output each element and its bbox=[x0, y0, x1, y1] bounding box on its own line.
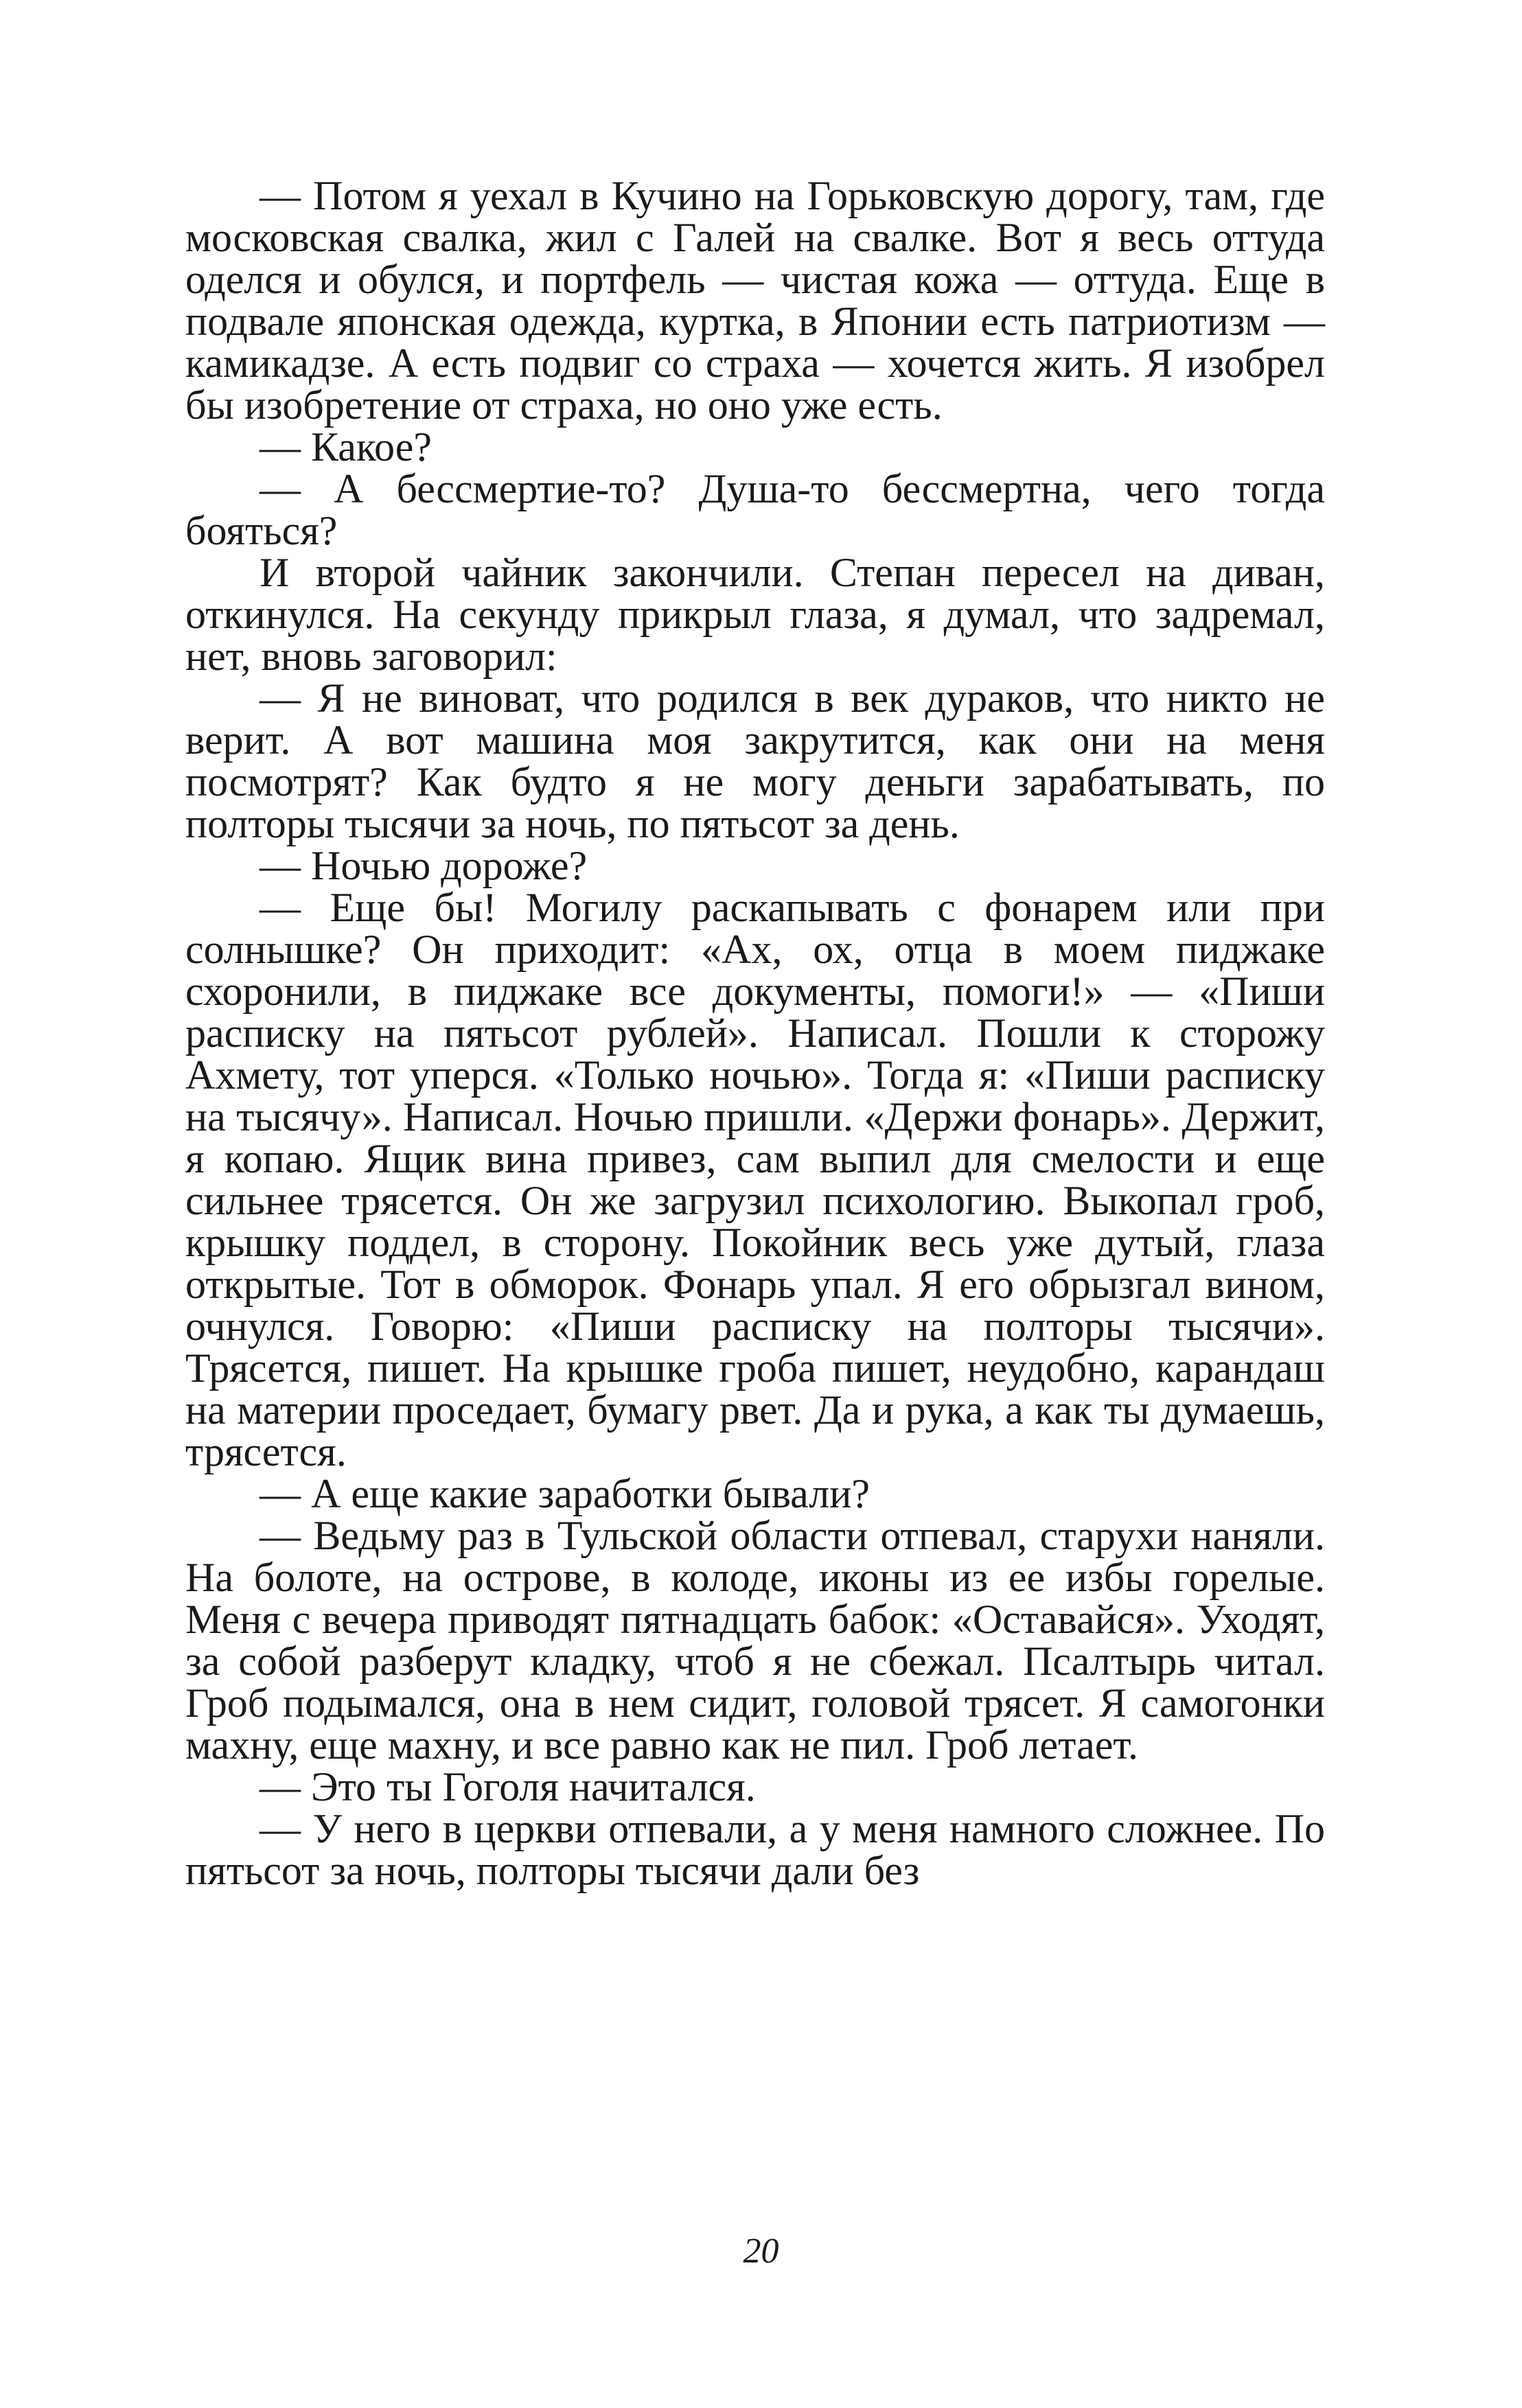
paragraph-6: — Ночью дороже? bbox=[260, 843, 588, 888]
paragraph-7: — Еще бы! Могилу раскапывать с фонарем или при солнышке? Он приходит: «Ах, ох, отца в моем пиджаке схоронили, в пиджаке все документы, помоги!» — «Пиши расписку на пятьсот рублей». Написал. Пошли к сторожу Ахмету, тот уперся. «Только ночью». Тогда я: «Пиши расписку на тысячу». Написал. Ночью пришли. «Держи фонарь». Держит, я копаю. Ящик вина привез, сам выпил для смелости и еще сильнее трясется. Он же загрузил психологию. Выкопал гроб, крышку поддел, в сторону. Покойник весь уже дутый, глаза открытые. Тот в обморок. Фонарь упал. Я его обрызгал вином, очнулся. Говорю: «Пиши расписку на полторы тысячи». Трясется, пишет. На крышке гроба пишет, неудобно, карандаш на материи проседает, бумагу рвет. Да и рука, а как ты думаешь, трясется. bbox=[185, 885, 1325, 1474]
paragraph-9: — Ведьму раз в Тульской области отпевал, старухи наняли. На болоте, на острове, в колоде, иконы из ее избы горелые. Меня с вечера приводят пятнадцать бабок: «Оставайся». Уходят, за собой разберут кладку, чтоб я не сбежал. Псалтырь читал. Гроб подымался, она в нем сидит, головой трясет. Я самогонки махну, еще махну, и все равно как не пил. Гроб летает. bbox=[185, 1513, 1325, 1768]
paragraph-1: — Потом я уехал в Кучино на Горьковскую дорогу, там, где московская свалка, жил с Галей на свалке. Вот я весь оттуда оделся и обулся, и портфель — чистая кожа — оттуда. Еще в подвале японская одежда, куртка, в Японии есть патриотизм — камикадзе. А есть подвиг со страха — хочется жить. Я изобрел бы изобретение от страха, но оно уже есть. bbox=[185, 173, 1325, 428]
paragraph-3: — А бессмертие-то? Душа-то бессмертна, чего тогда бояться? bbox=[185, 466, 1325, 553]
paragraph-10: — Это ты Гоголя начитался. bbox=[260, 1764, 756, 1809]
paragraph-11: — У него в церкви отпевали, а у меня намного сложнее. По пятьсот за ночь, полторы тысячи дали без bbox=[185, 1806, 1325, 1893]
paragraph-5: — Я не виноват, что родился в век дураков, что никто не верит. А вот машина моя закрутится, как они на меня посмотрят? Как будто я не могу деньги зарабатывать, по полторы тысячи за ночь, по пятьсот за день. bbox=[185, 675, 1325, 846]
page-number: 20 bbox=[743, 2232, 779, 2271]
paragraph-8: — А еще какие заработки бывали? bbox=[260, 1471, 870, 1516]
paragraph-4: И второй чайник закончили. Степан пересел на диван, откинулся. На секунду прикрыл глаза, я думал, что задремал, нет, вновь заговорил: bbox=[185, 550, 1325, 679]
paragraph-2: — Какое? bbox=[260, 424, 432, 470]
body-text bbox=[185, 175, 1325, 1892]
